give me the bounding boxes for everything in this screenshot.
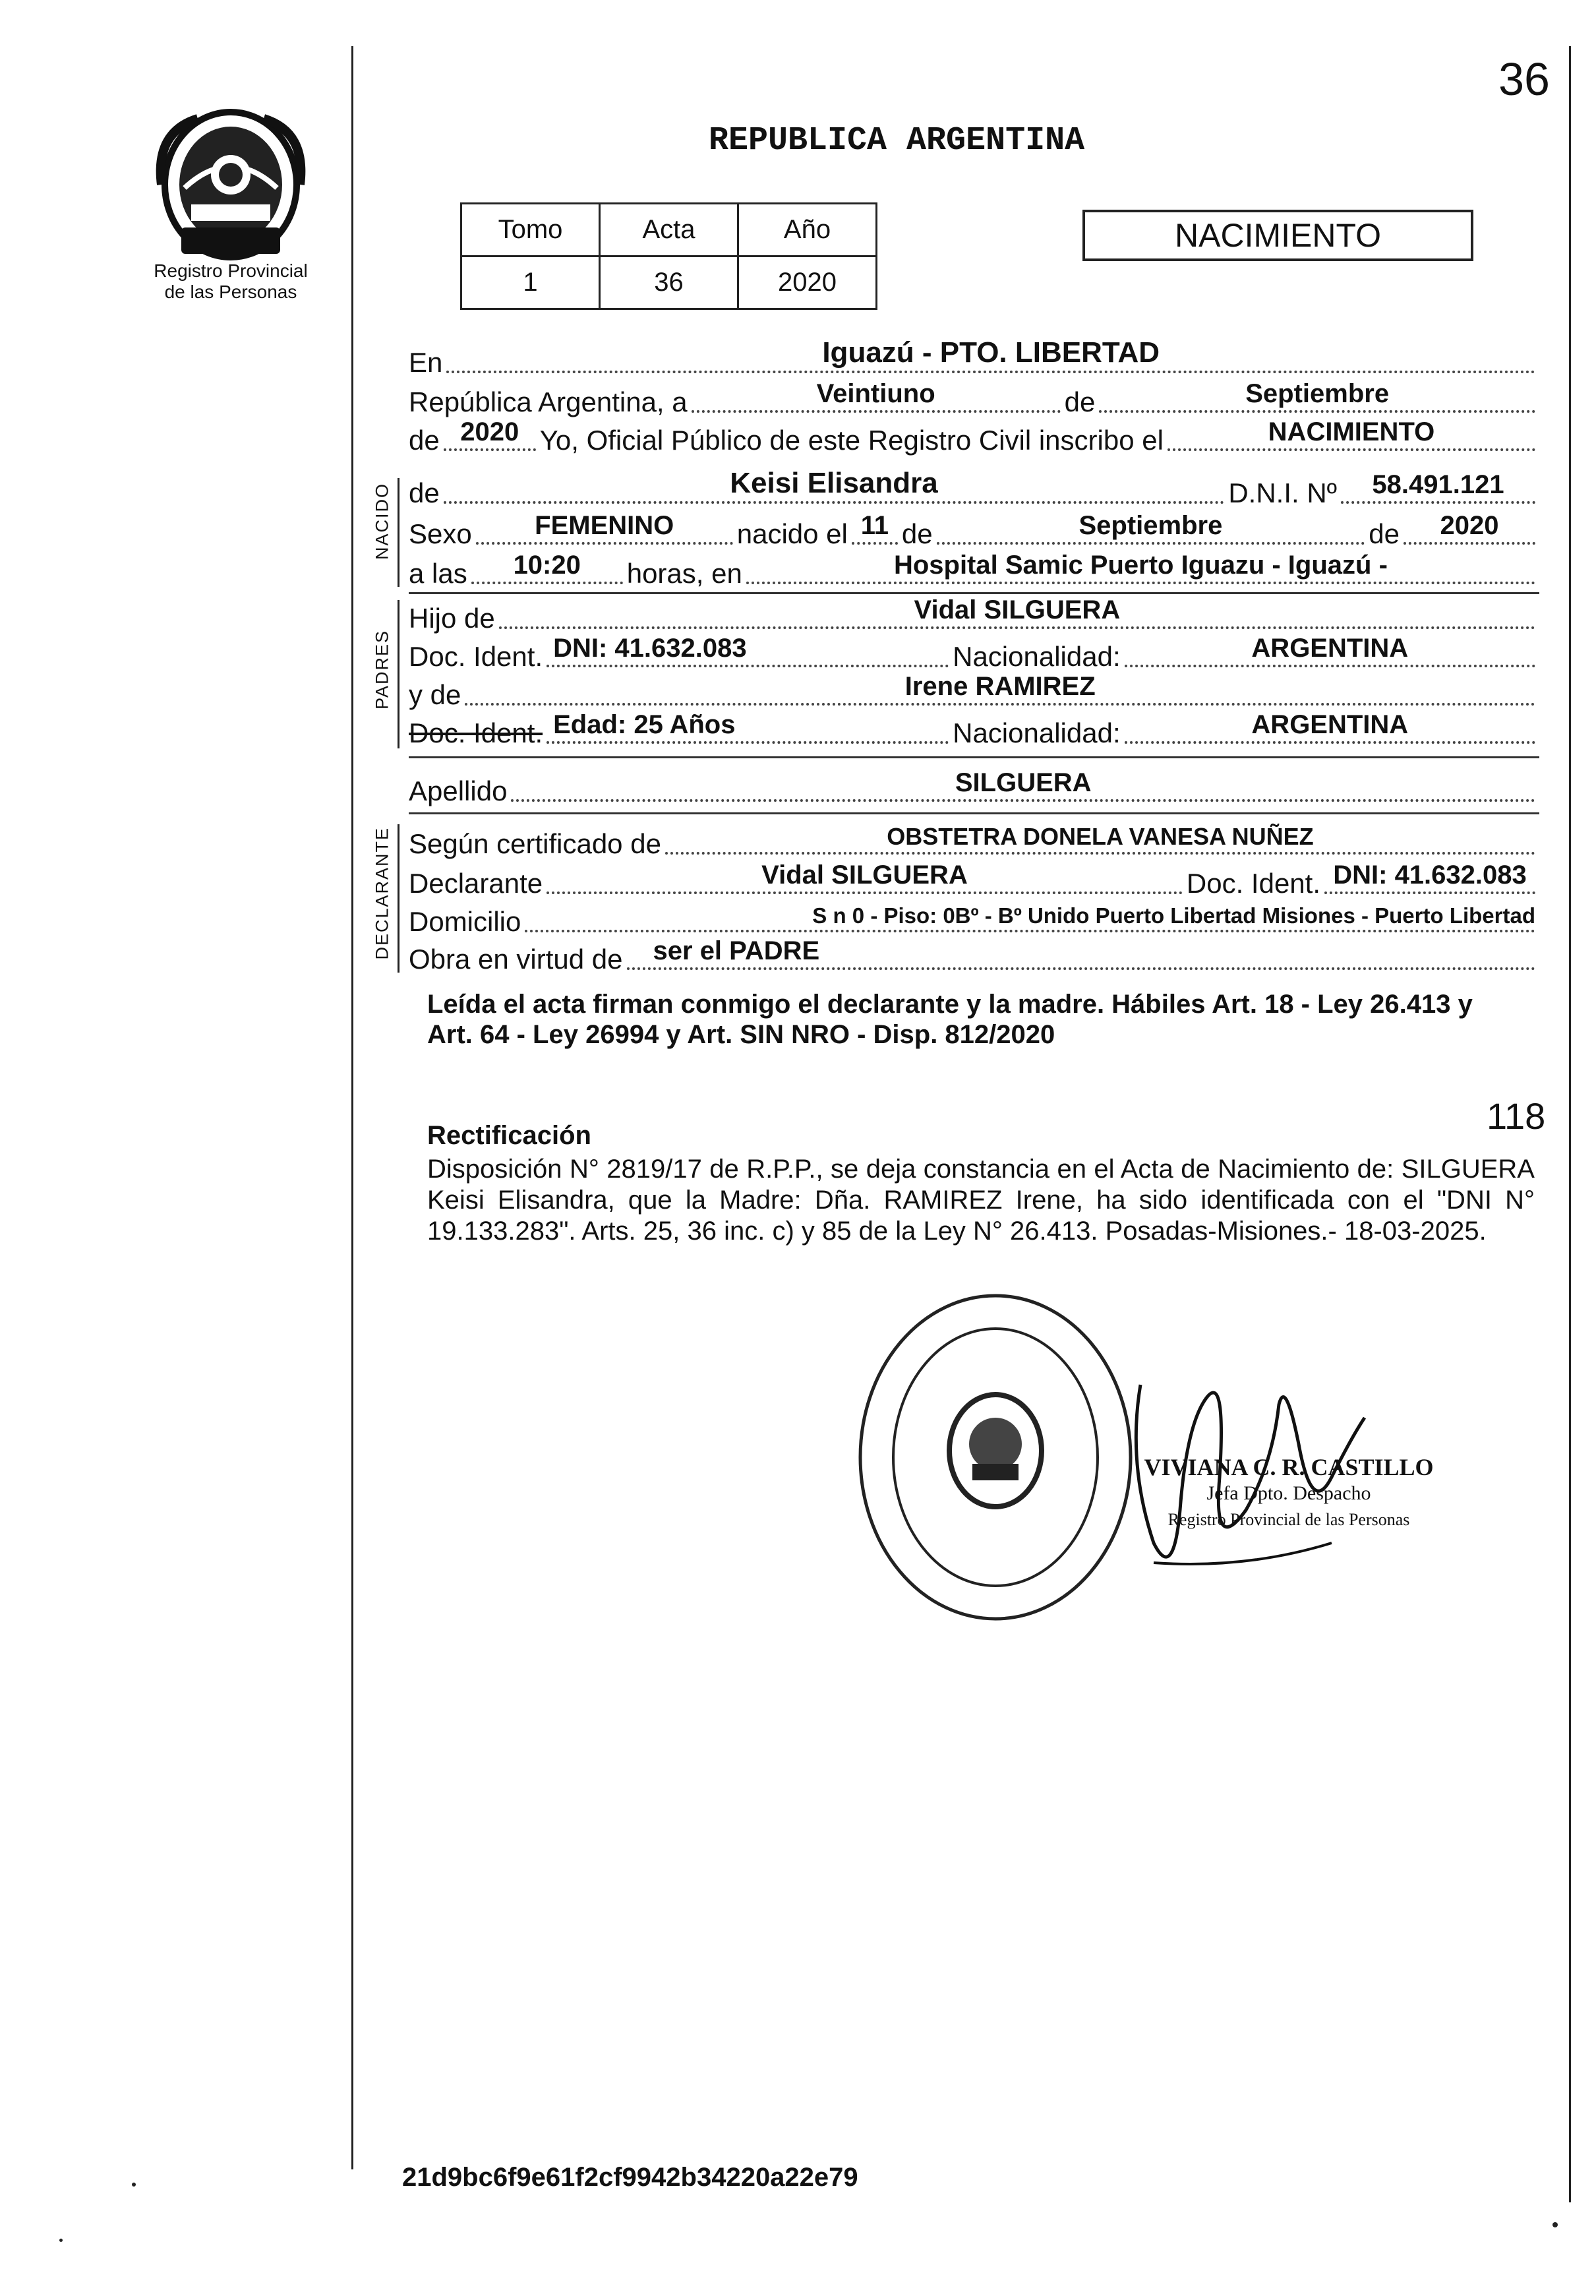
child-name: Keisi Elisandra (730, 467, 938, 499)
line-nacido-name: de Keisi Elisandra D.N.I. Nº 58.491.121 (409, 473, 1539, 510)
line-year: de 2020 Yo, Oficial Público de este Registro Civil inscribo el NACIMIENTO (409, 421, 1539, 458)
value-ano: 2020 (738, 257, 877, 309)
signer-name: VIVIANA C. R. CASTILLO (1144, 1454, 1434, 1480)
record-kind: NACIMIENTO (1268, 417, 1435, 446)
declarante-name: Vidal SILGUERA (761, 861, 968, 890)
official-stamp (850, 1286, 1140, 1629)
line-en: En Iguazú - PTO. LIBERTAD (409, 343, 1539, 380)
header-tomo: Tomo (461, 204, 600, 257)
line-certificado: Según certificado de OBSTETRA DONELA VANESA NUÑEZ (409, 824, 1539, 861)
line-y-de: y de Irene RAMIREZ (409, 675, 1539, 712)
father-nationality: ARGENTINA (1251, 634, 1409, 663)
line-apellido: Apellido SILGUERA (409, 771, 1539, 808)
birth-year: 2020 (1440, 511, 1499, 540)
line-republica: República Argentina, a Veintiuno de Septiembre (409, 382, 1539, 419)
closing-text: Leída el acta firman conmigo el declarante y la madre. Hábiles Art. 18 - Ley 26.413 y Art. 64 - Ley 26994 y Art. SIN NRO - Disp. 812/2020 (427, 990, 1473, 1049)
right-margin-line (1569, 46, 1571, 2202)
birth-month: Septiembre (1079, 511, 1223, 540)
document-hash: 21d9bc6f9e61f2cf9942b34220a22e79 (402, 2163, 858, 2192)
month: Septiembre (1245, 379, 1390, 408)
day: Veintiuno (816, 379, 935, 408)
value-acta: 36 (600, 257, 738, 309)
declarante-doc: DNI: 41.632.083 (1333, 861, 1527, 890)
line-domicilio: Domicilio S n 0 - Piso: 0Bº - Bº Unido Puerto Libertad Misiones - Puerto Libertad (409, 903, 1535, 937)
side-label-declarante: DECLARANTE (372, 826, 392, 960)
child-dni: 58.491.121 (1372, 470, 1504, 499)
registry-line-1: Registro Provincial (154, 260, 308, 281)
sexo: FEMENINO (535, 511, 674, 540)
side-label-padres: PADRES (372, 629, 392, 710)
mother-age: Edad: 25 Años (553, 710, 736, 739)
scan-speck (1552, 2222, 1558, 2227)
page-number: 36 (1498, 53, 1550, 105)
year: 2020 (460, 417, 519, 446)
registry-label (125, 260, 336, 303)
birth-place: Hospital Samic Puerto Iguazu - Iguazú - (893, 551, 1388, 580)
record-type-box: NACIMIENTO (1082, 210, 1473, 261)
place: Iguazú - PTO. LIBERTAD (822, 336, 1160, 369)
side-label-nacido: NACIDO (372, 483, 392, 560)
record-table (460, 202, 877, 310)
line-declarante: Declarante Vidal SILGUERA Doc. Ident. DNI: 41.632.083 (409, 864, 1539, 901)
rectification-number: 118 (1487, 1095, 1546, 1137)
rectification-title: Rectificación (427, 1121, 591, 1150)
left-margin-line (351, 46, 353, 2169)
country-title: REPUBLICA ARGENTINA (709, 122, 1085, 160)
scan-speck (59, 2239, 63, 2242)
signer-org: Registro Provincial de las Personas (1167, 1510, 1410, 1529)
value-tomo: 1 (461, 257, 600, 309)
rectification-text: Disposición N° 2819/17 de R.P.P., se deja constancia en el Acta de Nacimiento de: SILGUERA Keisi Elisandra, que la Madre: Dña. RAMIREZ Irene, ha sido identificada con el "DNI N° 19.133.283". Arts. 25, 36 inc. c) y 85 de la Ley N° 26.413. Posadas-Misiones.- 18-03-2025. (427, 1155, 1535, 1246)
certificate: OBSTETRA DONELA VANESA NUÑEZ (887, 823, 1314, 850)
obra: ser el PADRE (653, 936, 820, 965)
header-ano: Año (738, 204, 877, 257)
signer-role: Jefa Dpto. Despacho (1206, 1482, 1371, 1504)
birth-day: 11 (860, 511, 889, 540)
logo-text (152, 102, 310, 103)
domicilio: S n 0 - Piso: 0Bº - Bº Unido Puerto Libertad Misiones - Puerto Libertad (812, 903, 1535, 928)
father-name: Vidal SILGUERA (914, 595, 1121, 624)
line-sexo: Sexo FEMENINO nacido el 11 de Septiembre de 2020 (409, 514, 1539, 551)
mother-nationality: ARGENTINA (1251, 710, 1409, 739)
registry-line-2: de las Personas (164, 282, 297, 302)
line-hijo: Hijo de Vidal SILGUERA (409, 599, 1539, 636)
header-acta: Acta (600, 204, 738, 257)
line-obra: Obra en virtud de ser el PADRE (409, 940, 1539, 977)
line-hora: a las 10:20 horas, en Hospital Samic Puerto Iguazu - Iguazú - (409, 554, 1539, 591)
line-mother-doc: Doc. Ident. Edad: 25 Años Nacionalidad: ARGENTINA (409, 713, 1539, 750)
signature-block (1134, 1454, 1444, 1533)
province-logo (152, 106, 310, 264)
scan-speck (132, 2183, 136, 2187)
father-doc: DNI: 41.632.083 (553, 634, 747, 663)
apellido-value: SILGUERA (955, 768, 1092, 797)
stamp-inner-text (877, 1391, 1114, 1392)
mother-name: Irene RAMIREZ (904, 672, 1096, 701)
line-father-doc: Doc. Ident. DNI: 41.632.083 Nacionalidad: ARGENTINA (409, 637, 1539, 674)
birth-time: 10:20 (513, 551, 581, 580)
